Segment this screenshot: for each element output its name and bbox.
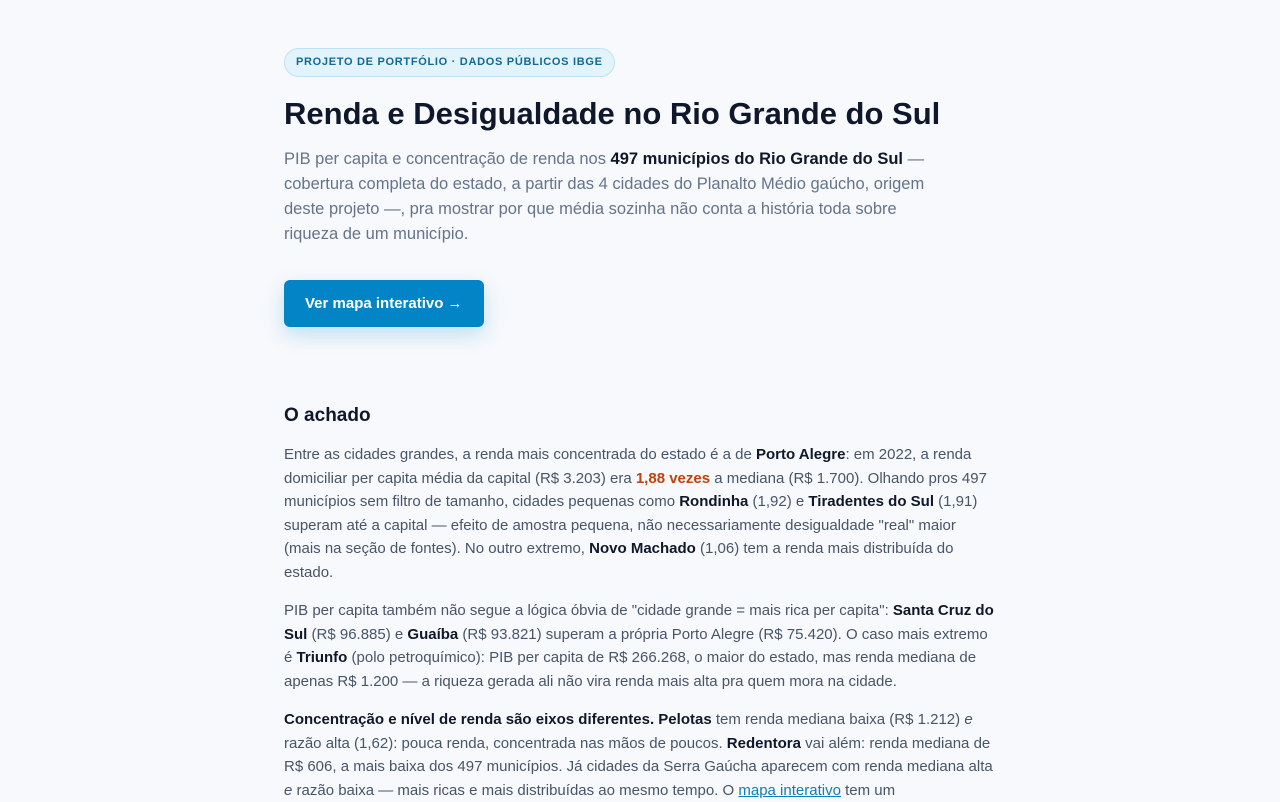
text: (1,91) superam até a capital — efeito de amostra pequena, não necessariamente desigualdade "real" maior (mais na seção de fontes). No outro extremo, xyxy=(284,493,978,557)
text: a mediana (R$ 1.700). Olhando pros 497 municípios sem filtro de tamanho, cidades pequenas como xyxy=(284,469,987,510)
city-guaiba: Guaíba xyxy=(407,625,459,643)
emphasis: e xyxy=(964,711,973,728)
text: vai além: renda mediana de R$ 606, a mais baixa dos 497 municípios. Já cidades da Serra Gaúcha aparecem com renda mediana alta xyxy=(284,734,993,775)
finding-paragraph-2 xyxy=(284,599,996,693)
city-redentora: Redentora xyxy=(726,734,801,752)
city-porto-alegre: Porto Alegre xyxy=(755,446,846,463)
text: razão alta (1,62): pouca renda, concentrada nas mãos de poucos. xyxy=(284,734,727,752)
text: (R$ 93.821) superam a própria Porto Alegre (R$ 75.420). O caso mais extremo é xyxy=(284,625,988,666)
emphasis: e xyxy=(284,781,293,799)
city-tiradentes-do-sul: Tiradentes do Sul xyxy=(808,493,934,510)
city-rondinha: Rondinha xyxy=(679,493,749,510)
lead-text: — cobertura completa do estado, a partir das 4 cidades do Planalto Médio gaúcho, origem deste projeto —, pra mostrar por que média sozinha não conta a história toda sobre riqueza de um município. xyxy=(284,150,925,243)
text: PIB per capita também não segue a lógica óbvia de "cidade grande = mais rica per capita": xyxy=(284,602,893,619)
lead-highlight: 497 municípios do Rio Grande do Sul xyxy=(610,150,904,168)
text: (1,06) tem a renda mais distribuída do estado. xyxy=(284,540,954,581)
interactive-map-link[interactable]: mapa interativo xyxy=(738,781,841,799)
text: Entre as cidades grandes, a renda mais concentrada do estado é a de xyxy=(284,446,756,463)
text: : em 2022, a renda domiciliar per capita média da capital (R$ 3.203) era xyxy=(284,446,972,487)
city-santa-cruz-do-sul: Santa Cruz do Sul xyxy=(284,602,994,643)
section-heading: O achado xyxy=(284,405,371,426)
finding-paragraph-3 xyxy=(284,708,996,802)
text: razão baixa — mais ricas e mais distribuídas ao mesmo tempo. O xyxy=(292,781,739,799)
lead-paragraph xyxy=(284,147,929,247)
page-title: Renda e Desigualdade no Rio Grande do Sul xyxy=(284,96,941,131)
finding-paragraph-1 xyxy=(284,443,996,584)
bold-statement: Concentração e nível de renda são eixos diferentes. Pelotas xyxy=(284,711,712,728)
text: tem um xyxy=(840,781,896,799)
text: (polo petroquímico): PIB per capita de R$ 266.268, o maior do estado, mas renda mediana de apenas R$ 1.200 — a riqueza gerada ali não vira renda mais alta pra quem mora na cidade. xyxy=(284,649,977,690)
lead-text: PIB per capita e concentração de renda nos xyxy=(284,150,611,168)
text: tem renda mediana baixa (R$ 1.212) xyxy=(711,711,965,728)
city-triunfo: Triunfo xyxy=(296,649,348,666)
text: (1,92) e xyxy=(748,493,809,510)
interactive-map-button[interactable]: Ver mapa interativo → xyxy=(284,280,484,327)
page-content xyxy=(284,48,996,802)
ratio-highlight: 1,88 vezes xyxy=(635,469,711,487)
city-novo-machado: Novo Machado xyxy=(589,540,696,557)
project-badge: PROJETO DE PORTFÓLIO · DADOS PÚBLICOS IBGE xyxy=(284,48,615,77)
text: (R$ 96.885) e xyxy=(307,625,408,643)
